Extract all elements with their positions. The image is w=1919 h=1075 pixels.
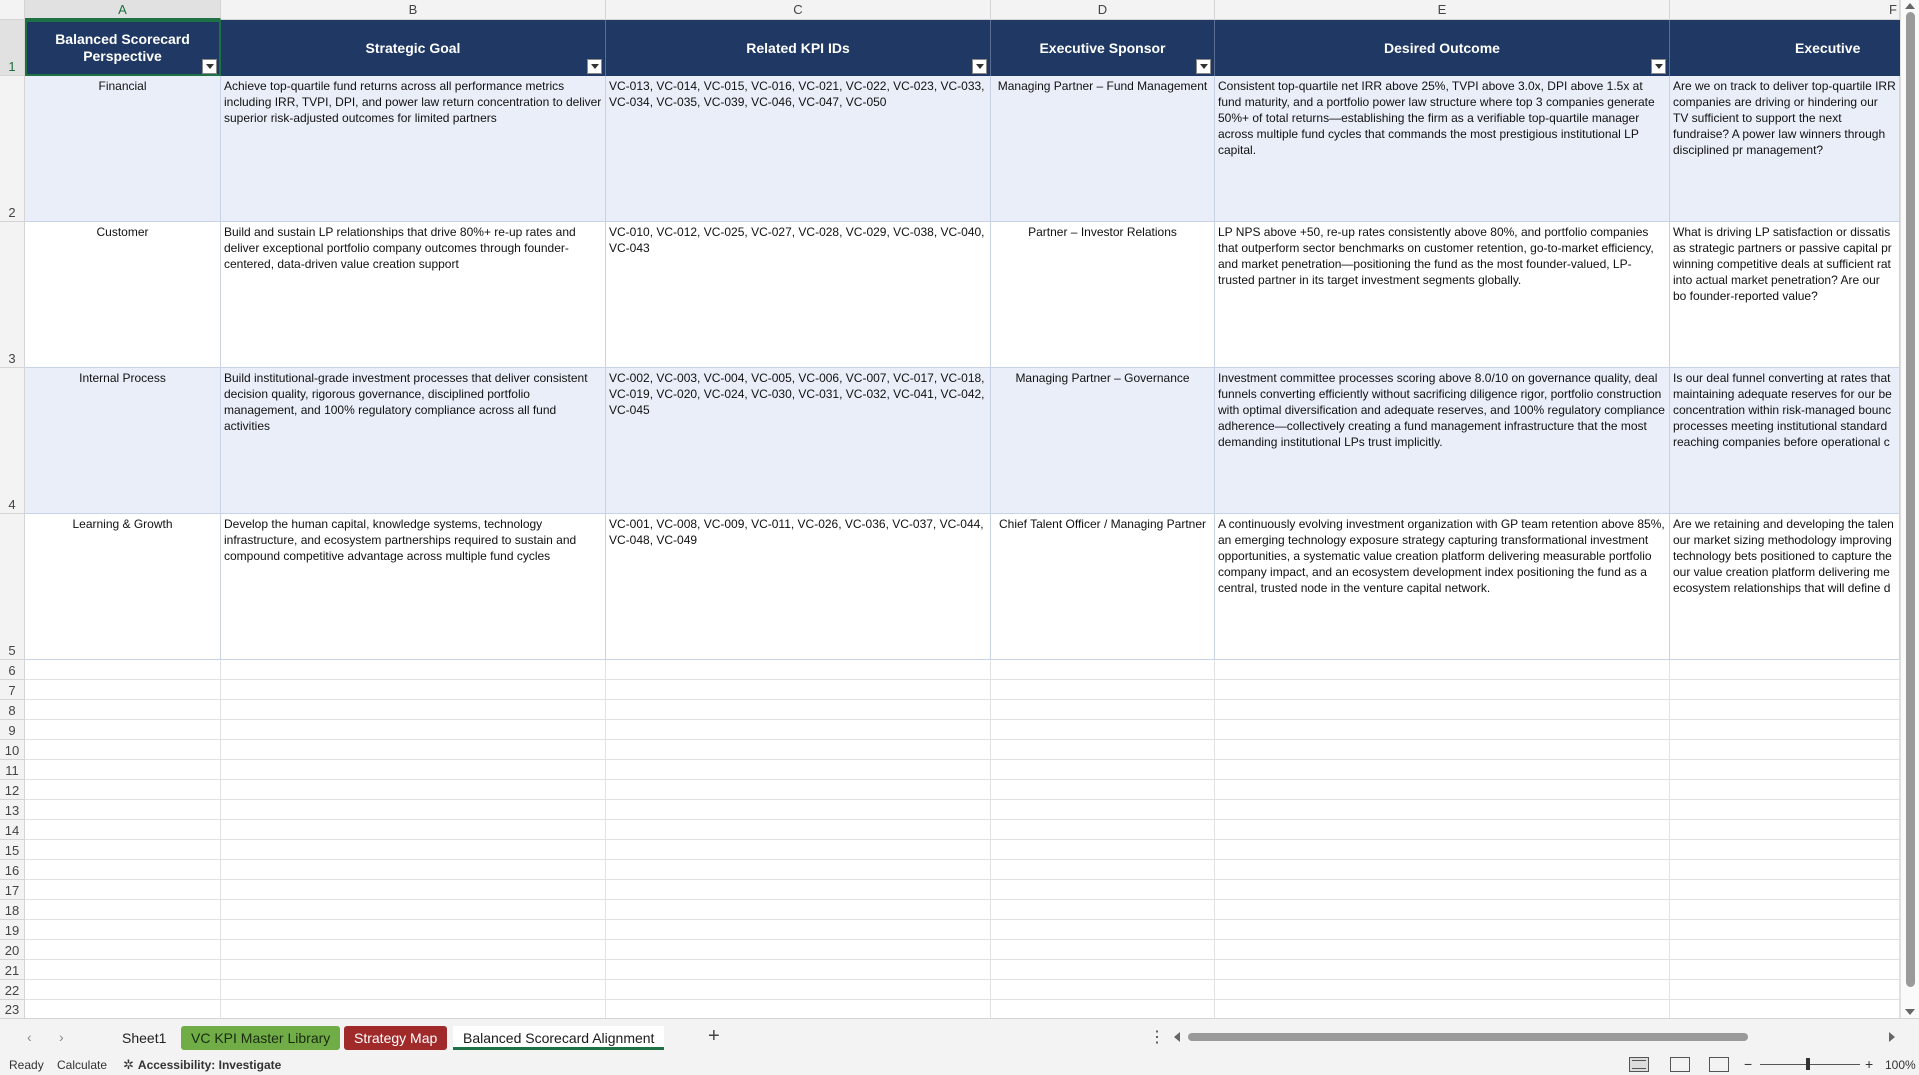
cell-kpis[interactable]: VC-001, VC-008, VC-009, VC-011, VC-026, VC-036, VC-037, VC-044, VC-048, VC-049 xyxy=(606,514,991,660)
row-header-23[interactable]: 23 xyxy=(0,1000,25,1018)
empty-cell[interactable] xyxy=(1670,820,1900,840)
empty-cell[interactable] xyxy=(1670,740,1900,760)
cell-kpis[interactable]: VC-010, VC-012, VC-025, VC-027, VC-028, VC-029, VC-038, VC-040, VC-043 xyxy=(606,222,991,368)
empty-cell[interactable] xyxy=(1215,980,1670,1000)
filter-dropdown-icon[interactable] xyxy=(202,59,217,74)
empty-cell[interactable] xyxy=(221,960,606,980)
zoom-in-button[interactable]: + xyxy=(1865,1056,1874,1072)
empty-cell[interactable] xyxy=(606,860,991,880)
cell-goal[interactable]: Develop the human capital, knowledge systems, technology infrastructure, and ecosystem partnerships required to sustain and compound competitive advantage across multiple fund cycles xyxy=(221,514,606,660)
cell-question[interactable]: What is driving LP satisfaction or dissatis as strategic partners or passive capital pr winning competitive deals at sufficient rat into actual market penetration? Are our bo founder-reported value? xyxy=(1670,222,1900,368)
empty-cell[interactable] xyxy=(25,960,221,980)
empty-cell[interactable] xyxy=(25,840,221,860)
row-header-12[interactable]: 12 xyxy=(0,780,25,800)
empty-cell[interactable] xyxy=(1670,720,1900,740)
empty-cell[interactable] xyxy=(1215,940,1670,960)
empty-cell[interactable] xyxy=(25,660,221,680)
empty-cell[interactable] xyxy=(606,840,991,860)
empty-cell[interactable] xyxy=(1670,660,1900,680)
empty-cell[interactable] xyxy=(1670,900,1900,920)
empty-cell[interactable] xyxy=(25,820,221,840)
row-header-9[interactable]: 9 xyxy=(0,720,25,740)
empty-cell[interactable] xyxy=(1215,860,1670,880)
empty-cell[interactable] xyxy=(991,740,1215,760)
header-cell-sponsor[interactable] xyxy=(991,20,1215,76)
empty-cell[interactable] xyxy=(606,880,991,900)
row-header-7[interactable]: 7 xyxy=(0,680,25,700)
empty-cell[interactable] xyxy=(25,740,221,760)
empty-cell[interactable] xyxy=(221,760,606,780)
zoom-slider-handle[interactable] xyxy=(1806,1058,1810,1070)
empty-cell[interactable] xyxy=(1670,780,1900,800)
empty-cell[interactable] xyxy=(606,820,991,840)
chevron-left-icon[interactable]: ‹ xyxy=(27,1029,32,1045)
row-header-15[interactable]: 15 xyxy=(0,840,25,860)
page-layout-view-button[interactable] xyxy=(1670,1057,1690,1072)
column-header-c[interactable]: C xyxy=(606,0,991,20)
empty-cell[interactable] xyxy=(1215,920,1670,940)
row-header-18[interactable]: 18 xyxy=(0,900,25,920)
row-header-21[interactable]: 21 xyxy=(0,960,25,980)
empty-cell[interactable] xyxy=(221,700,606,720)
normal-view-button[interactable] xyxy=(1629,1057,1649,1072)
empty-cell[interactable] xyxy=(606,660,991,680)
empty-cell[interactable] xyxy=(991,840,1215,860)
status-bar xyxy=(0,1054,1919,1075)
empty-cell[interactable] xyxy=(221,940,606,960)
empty-cell[interactable] xyxy=(991,860,1215,880)
empty-cell[interactable] xyxy=(1215,820,1670,840)
empty-cell[interactable] xyxy=(25,780,221,800)
empty-cell[interactable] xyxy=(991,900,1215,920)
empty-cell[interactable] xyxy=(1670,880,1900,900)
page-break-preview-button[interactable] xyxy=(1709,1057,1729,1072)
empty-cell[interactable] xyxy=(991,820,1215,840)
header-cell-outcome[interactable] xyxy=(1215,20,1670,76)
sheet-tab-balanced-scorecard-alignment[interactable]: Balanced Scorecard Alignment xyxy=(453,1026,664,1050)
empty-cell[interactable] xyxy=(1670,760,1900,780)
accessibility-icon: ✲ xyxy=(123,1057,134,1072)
filter-dropdown-icon[interactable] xyxy=(1196,59,1211,74)
calculate-button[interactable]: Calculate xyxy=(57,1058,108,1072)
cell-kpis[interactable]: VC-002, VC-003, VC-004, VC-005, VC-006, VC-007, VC-017, VC-018, VC-019, VC-020, VC-024, VC-030, VC-031, VC-032, VC-041, VC-042, VC-045 xyxy=(606,368,991,514)
empty-cell[interactable] xyxy=(606,940,991,960)
header-cell-perspective[interactable] xyxy=(25,20,221,76)
empty-cell[interactable] xyxy=(1215,680,1670,700)
cell-goal[interactable]: Achieve top-quartile fund returns across all performance metrics including IRR, TVPI, DPI, and power law return concentration to deliver superior risk-adjusted outcomes for limited partners xyxy=(221,76,606,222)
empty-cell[interactable] xyxy=(991,760,1215,780)
sheet-tab-sheet1[interactable]: Sheet1 xyxy=(122,1030,167,1046)
empty-cell[interactable] xyxy=(991,800,1215,820)
empty-cell[interactable] xyxy=(991,1000,1215,1018)
scroll-right-arrow-icon[interactable] xyxy=(1889,1032,1895,1042)
column-header-b[interactable]: B xyxy=(221,0,606,20)
header-label: Balanced Scorecard Perspective xyxy=(55,31,190,64)
empty-cell[interactable] xyxy=(221,980,606,1000)
empty-cell[interactable] xyxy=(221,720,606,740)
empty-cell[interactable] xyxy=(25,900,221,920)
column-header-f[interactable]: F xyxy=(1670,0,1900,20)
empty-cell[interactable] xyxy=(1215,840,1670,860)
empty-cell[interactable] xyxy=(1670,940,1900,960)
empty-cell[interactable] xyxy=(1670,980,1900,1000)
empty-cell[interactable] xyxy=(606,980,991,1000)
empty-cell[interactable] xyxy=(1215,880,1670,900)
filter-dropdown-icon[interactable] xyxy=(972,59,987,74)
empty-cell[interactable] xyxy=(221,1000,606,1018)
empty-cell[interactable] xyxy=(1670,960,1900,980)
header-label: Executive Sponsor xyxy=(1039,39,1166,56)
cell-sponsor[interactable]: Chief Talent Officer / Managing Partner xyxy=(991,514,1215,660)
cell-goal[interactable]: Build and sustain LP relationships that drive 80%+ re-up rates and deliver exceptional portfolio company outcomes through founder-centered, data-driven value creation support xyxy=(221,222,606,368)
row-header-3[interactable]: 3 xyxy=(0,222,25,368)
cell-question[interactable]: Is our deal funnel converting at rates that maintaining adequate reserves for our be concentration within risk-managed bounc processes meeting institutional standard reaching companies before operational c xyxy=(1670,368,1900,514)
empty-cell[interactable] xyxy=(1670,700,1900,720)
horizontal-scrollbar[interactable] xyxy=(1172,1027,1897,1047)
select-all-corner[interactable] xyxy=(0,0,25,20)
empty-cell[interactable] xyxy=(606,700,991,720)
empty-cell[interactable] xyxy=(991,720,1215,740)
sheet-tab-bar xyxy=(0,1018,1919,1054)
empty-cell[interactable] xyxy=(606,780,991,800)
empty-cell[interactable] xyxy=(606,760,991,780)
header-cell-question[interactable] xyxy=(1670,20,1900,76)
accessibility-button[interactable] xyxy=(123,1057,281,1073)
empty-cell[interactable] xyxy=(1215,800,1670,820)
row-header-17[interactable]: 17 xyxy=(0,880,25,900)
row-header-5[interactable]: 5 xyxy=(0,514,25,660)
empty-cell[interactable] xyxy=(221,800,606,820)
zoom-out-button[interactable]: − xyxy=(1744,1056,1753,1072)
filter-dropdown-icon[interactable] xyxy=(1651,59,1666,74)
cell-perspective[interactable]: Learning & Growth xyxy=(25,514,221,660)
empty-cell[interactable] xyxy=(991,660,1215,680)
worksheet-grid xyxy=(25,20,1900,1018)
empty-cell[interactable] xyxy=(25,920,221,940)
empty-cell[interactable] xyxy=(1215,1000,1670,1018)
row-header-11[interactable]: 11 xyxy=(0,760,25,780)
header-label: Desired Outcome xyxy=(1384,39,1500,56)
empty-cell[interactable] xyxy=(1670,840,1900,860)
empty-cell[interactable] xyxy=(1670,1000,1900,1018)
empty-cell[interactable] xyxy=(25,1000,221,1018)
cell-kpis[interactable]: VC-013, VC-014, VC-015, VC-016, VC-021, VC-022, VC-023, VC-033, VC-034, VC-035, VC-039, VC-046, VC-047, VC-050 xyxy=(606,76,991,222)
empty-cell[interactable] xyxy=(991,680,1215,700)
header-label: Executive xyxy=(1795,39,1861,56)
scroll-up-arrow-icon[interactable] xyxy=(1905,3,1915,9)
cell-goal[interactable]: Build institutional-grade investment processes that deliver consistent decision quality, rigorous governance, disciplined portfolio management, and 100% regulatory compliance across all fund activities xyxy=(221,368,606,514)
empty-cell[interactable] xyxy=(25,680,221,700)
empty-cell[interactable] xyxy=(606,680,991,700)
empty-cell[interactable] xyxy=(1670,920,1900,940)
empty-cell[interactable] xyxy=(221,840,606,860)
empty-cell[interactable] xyxy=(221,900,606,920)
row-header-10[interactable]: 10 xyxy=(0,740,25,760)
empty-cell[interactable] xyxy=(1215,700,1670,720)
row-header-6[interactable]: 6 xyxy=(0,660,25,680)
empty-cell[interactable] xyxy=(991,920,1215,940)
empty-cell[interactable] xyxy=(221,920,606,940)
empty-cell[interactable] xyxy=(606,800,991,820)
row-header-14[interactable]: 14 xyxy=(0,820,25,840)
cell-question[interactable]: Are we on track to deliver top-quartile IRR companies are driving or hindering our TV sufficient to support the next fundraise? A power law winners through disciplined pr management? xyxy=(1670,76,1900,222)
vertical-scroll-thumb[interactable] xyxy=(1906,12,1915,987)
scroll-left-arrow-icon[interactable] xyxy=(1174,1032,1180,1042)
empty-cell[interactable] xyxy=(25,860,221,880)
column-header-a[interactable]: A xyxy=(25,0,221,20)
zoom-level[interactable]: 100% xyxy=(1885,1058,1916,1072)
empty-cell[interactable] xyxy=(221,780,606,800)
cell-perspective[interactable]: Customer xyxy=(25,222,221,368)
row-header-16[interactable]: 16 xyxy=(0,860,25,880)
empty-cell[interactable] xyxy=(1215,660,1670,680)
accessibility-label: Accessibility: Investigate xyxy=(137,1058,282,1072)
empty-cell[interactable] xyxy=(221,660,606,680)
empty-cell[interactable] xyxy=(25,880,221,900)
vertical-scrollbar[interactable] xyxy=(1900,0,1919,1018)
header-cell-kpis[interactable] xyxy=(606,20,991,76)
cell-outcome[interactable]: LP NPS above +50, re-up rates consistently above 80%, and portfolio companies that outperform sector benchmarks on customer retention, go-to-market efficiency, and market penetration—positioning the fund as the most founder-valued, LP-trusted partner in its target investment segments globally. xyxy=(1215,222,1670,368)
empty-cell[interactable] xyxy=(221,740,606,760)
column-header-bar xyxy=(0,0,1900,20)
cell-outcome[interactable]: Investment committee processes scoring above 8.0/10 on governance quality, deal funnels converting efficiently without sacrificing diligence rigor, portfolio construction with optimal diversification and adequate reserves, and 100% regulatory compliance adherence—collectively creating a fund management infrastructure that the most demanding institutional LPs trust implicitly. xyxy=(1215,368,1670,514)
empty-cell[interactable] xyxy=(221,860,606,880)
empty-cell[interactable] xyxy=(1215,900,1670,920)
header-cell-goal[interactable] xyxy=(221,20,606,76)
filter-dropdown-icon[interactable] xyxy=(587,59,602,74)
empty-cell[interactable] xyxy=(221,820,606,840)
empty-cell[interactable] xyxy=(1215,720,1670,740)
scroll-down-arrow-icon[interactable] xyxy=(1905,1009,1915,1015)
cell-outcome[interactable]: A continuously evolving investment organization with GP team retention above 85%, an emerging technology exposure strategy capturing transformational investment opportunities, a systematic value creation platform delivering measurable portfolio company impact, and an ecosystem development index positioning the fund as a central, trusted node in the venture capital network. xyxy=(1215,514,1670,660)
row-header-22[interactable]: 22 xyxy=(0,980,25,1000)
cell-question[interactable]: Are we retaining and developing the talen our market sizing methodology improving technology bets positioned to capture the our value creation platform delivering me ecosystem relationships that will define d xyxy=(1670,514,1900,660)
empty-cell[interactable] xyxy=(991,940,1215,960)
empty-cell[interactable] xyxy=(606,920,991,940)
empty-cell[interactable] xyxy=(1670,860,1900,880)
cell-sponsor[interactable]: Partner – Investor Relations xyxy=(991,222,1215,368)
empty-cell[interactable] xyxy=(1670,680,1900,700)
empty-cell[interactable] xyxy=(606,960,991,980)
empty-cell[interactable] xyxy=(991,880,1215,900)
row-header-20[interactable]: 20 xyxy=(0,940,25,960)
empty-cell[interactable] xyxy=(25,720,221,740)
status-ready: Ready xyxy=(9,1058,44,1072)
empty-cell[interactable] xyxy=(1215,740,1670,760)
empty-cell[interactable] xyxy=(991,780,1215,800)
empty-cell[interactable] xyxy=(221,680,606,700)
column-header-e[interactable]: E xyxy=(1215,0,1670,20)
cell-sponsor[interactable]: Managing Partner – Fund Management xyxy=(991,76,1215,222)
row-header-1[interactable]: 1 xyxy=(0,20,25,76)
empty-cell[interactable] xyxy=(25,800,221,820)
cell-perspective[interactable]: Financial xyxy=(25,76,221,222)
empty-cell[interactable] xyxy=(25,760,221,780)
empty-cell[interactable] xyxy=(1215,960,1670,980)
cell-perspective[interactable]: Internal Process xyxy=(25,368,221,514)
horizontal-scroll-thumb[interactable] xyxy=(1188,1033,1748,1041)
empty-cell[interactable] xyxy=(1215,780,1670,800)
cell-sponsor[interactable]: Managing Partner – Governance xyxy=(991,368,1215,514)
empty-cell[interactable] xyxy=(25,940,221,960)
empty-cell[interactable] xyxy=(606,1000,991,1018)
empty-cell[interactable] xyxy=(606,900,991,920)
empty-cell[interactable] xyxy=(606,720,991,740)
sheet-tab-vc-kpi-master-library[interactable]: VC KPI Master Library xyxy=(181,1026,340,1050)
zoom-slider[interactable] xyxy=(1760,1064,1860,1065)
cell-outcome[interactable]: Consistent top-quartile net IRR above 25%, TVPI above 3.0x, DPI above 1.5x at fund maturity, and a portfolio power law structure where top 3 companies generate 50%+ of total returns—establishing the firm as a verifiable top-quartile manager across multiple fund cycles that commands the most prestigious institutional LP capital. xyxy=(1215,76,1670,222)
row-header-2[interactable]: 2 xyxy=(0,76,25,222)
more-options-icon[interactable]: ⋮ xyxy=(1149,1029,1165,1046)
empty-cell[interactable] xyxy=(991,960,1215,980)
row-header-8[interactable]: 8 xyxy=(0,700,25,720)
chevron-right-icon[interactable]: › xyxy=(59,1029,64,1045)
header-label: Related KPI IDs xyxy=(746,39,850,56)
empty-cell[interactable] xyxy=(991,980,1215,1000)
row-header-4[interactable]: 4 xyxy=(0,368,25,514)
row-header-13[interactable]: 13 xyxy=(0,800,25,820)
column-header-d[interactable]: D xyxy=(991,0,1215,20)
empty-cell[interactable] xyxy=(606,740,991,760)
empty-cell[interactable] xyxy=(25,980,221,1000)
sheet-tab-strategy-map[interactable]: Strategy Map xyxy=(344,1026,447,1050)
empty-cell[interactable] xyxy=(221,880,606,900)
empty-cell[interactable] xyxy=(1670,800,1900,820)
empty-cell[interactable] xyxy=(991,700,1215,720)
empty-cell[interactable] xyxy=(1215,760,1670,780)
row-header-19[interactable]: 19 xyxy=(0,920,25,940)
add-sheet-button[interactable]: + xyxy=(708,1025,720,1047)
header-label: Strategic Goal xyxy=(365,39,461,56)
empty-cell[interactable] xyxy=(25,700,221,720)
